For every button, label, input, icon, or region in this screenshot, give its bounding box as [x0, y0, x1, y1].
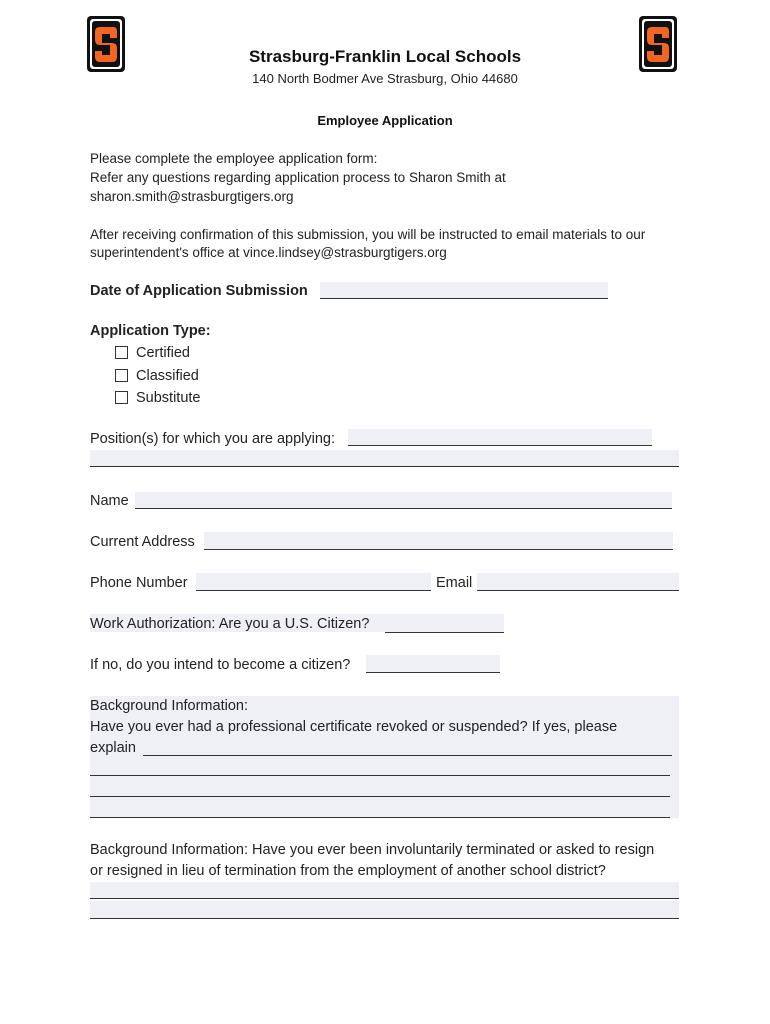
email-label: Email: [436, 575, 473, 591]
school-address: 140 North Bodmer Ave Strasburg, Ohio 44680: [252, 71, 518, 86]
name-input[interactable]: [135, 492, 672, 508]
date-input[interactable]: [320, 282, 608, 299]
option-classified-label: Classified: [136, 368, 199, 384]
intend-citizen-input[interactable]: [366, 655, 500, 672]
citizen-input[interactable]: [385, 614, 504, 632]
background-heading: Background Information:: [90, 698, 248, 714]
explain-underline-4: [90, 817, 670, 818]
intro-line: Please complete the employee application form:: [90, 151, 378, 166]
positions-label: Position(s) for which you are applying:: [90, 431, 336, 447]
explain-underline-3: [90, 796, 670, 797]
positions-underline: [348, 445, 652, 446]
address-input[interactable]: [204, 532, 673, 549]
termination-underline-2: [90, 918, 679, 919]
checkbox-certified[interactable]: [115, 346, 128, 359]
citizen-underline: [385, 632, 504, 633]
termination-input[interactable]: [90, 882, 679, 899]
termination-underline: [90, 898, 679, 899]
name-label: Name: [90, 493, 129, 509]
citizen-label: Work Authorization: Are you a U.S. Citizen?: [90, 616, 370, 632]
phone-input[interactable]: [196, 573, 431, 590]
address-label: Current Address: [90, 534, 195, 550]
positions-underline-2: [90, 466, 679, 467]
school-name: Strasburg-Franklin Local Schools: [248, 47, 522, 66]
phone-label: Phone Number: [90, 575, 188, 591]
email-input[interactable]: [477, 573, 679, 590]
certificate-question: Have you ever had a professional certificate revoked or suspended? If yes, please: [90, 719, 618, 735]
intend-underline: [366, 672, 500, 673]
option-substitute-label: Substitute: [136, 390, 201, 406]
form-title: Employee Application: [317, 113, 453, 128]
name-underline: [135, 508, 672, 509]
date-label: Date of Application Submission: [90, 283, 308, 299]
address-underline: [204, 549, 673, 550]
positions-input[interactable]: [348, 429, 652, 446]
contact-email: sharon.smith@strasburgtigers.org: [90, 189, 294, 204]
positions-input-line2[interactable]: [90, 450, 679, 466]
application-type-label: Application Type:: [90, 323, 211, 339]
phone-underline: [196, 590, 431, 591]
intend-citizen-label: If no, do you intend to become a citizen?: [90, 657, 351, 673]
termination-question-line1: Background Information: Have you ever been involuntarily terminated or asked to resign: [90, 842, 655, 858]
termination-input-line2[interactable]: [90, 901, 679, 918]
explain-label: explain: [90, 740, 136, 756]
checkbox-substitute[interactable]: [115, 391, 128, 404]
explain-input[interactable]: [143, 738, 672, 755]
explain-underline-2: [90, 775, 670, 776]
checkbox-classified[interactable]: [115, 369, 128, 382]
intro-line: After receiving confirmation of this submission, you will be instructed to email materials to our: [90, 227, 646, 242]
background1-field-bg: [90, 696, 679, 818]
intro-line: Refer any questions regarding application process to Sharon Smith at: [90, 170, 506, 185]
email-underline: [477, 590, 679, 591]
option-certified-label: Certified: [136, 345, 190, 361]
termination-question-line2: or resigned in lieu of termination from the employment of another school district?: [90, 863, 606, 879]
intro-line: superintendent's office at vince.lindsey@strasburgtigers.org: [90, 245, 447, 260]
explain-underline: [143, 755, 672, 756]
date-underline: [320, 298, 608, 299]
